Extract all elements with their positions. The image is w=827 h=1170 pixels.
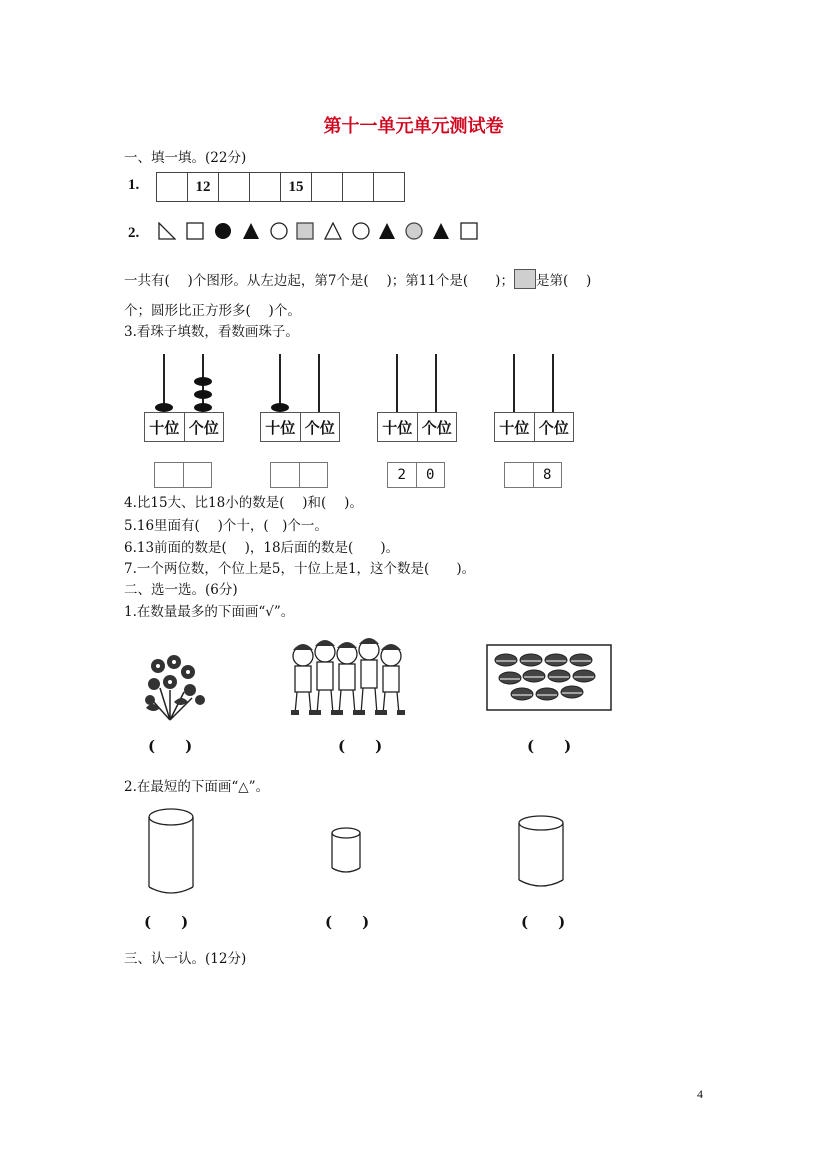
abacus [144,354,224,474]
filled-circle-icon [214,222,232,240]
q1-number-row [156,172,405,202]
short-cylinder-icon [329,826,363,876]
filled-triangle-icon [432,222,450,240]
q4-text: 4.比15大、比18小的数是( )和( )。 [124,495,363,511]
medium-cylinder-icon [516,814,566,890]
children-illustration [285,636,415,718]
answer-ones: 0 [426,467,435,483]
q2-number: 2. [128,225,140,241]
tall-wide-cylinder-icon [146,807,196,897]
filled-triangle-icon [242,222,260,240]
tens-rod [396,354,398,412]
place-value-label [494,412,574,442]
q1-cell[interactable] [343,173,374,201]
page-number: 4 [697,1087,703,1101]
ones-label: 个位 [304,418,335,437]
tens-label: 十位 [145,413,185,441]
abacus [260,354,340,474]
q2-text-b: 是第( ) [535,273,592,289]
q1-cell: 12 [188,173,219,201]
flowers-illustration [140,650,212,722]
section-1-heading: 一、填一填。(22分) [124,150,247,166]
q7-text: 7.一个两位数，个位上是5，十位上是1，这个数是( )。 [124,561,476,577]
q1-cell: 15 [281,173,312,201]
empty-square-icon [186,222,204,240]
answer-paren[interactable]: ( ) [527,737,572,755]
right-triangle-icon [158,222,176,240]
empty-triangle-icon [324,222,342,240]
q2-text-a: 一共有( )个图形。从左边起，第7个是( )；第11个是( )； [124,273,514,289]
section-2-heading: 二、选一选。(6分) [124,582,238,598]
gray-square-icon [514,269,536,289]
answer-tens: 2 [388,463,417,487]
answer-tens[interactable] [271,463,300,487]
page-title: 第十一单元单元测试卷 [323,116,504,137]
q6-text: 6.13前面的数是( )，18后面的数是( )。 [124,540,400,556]
q1-cell[interactable] [250,173,281,201]
ones-label: 个位 [188,418,219,437]
gray-circle-icon [405,222,423,240]
answer-box[interactable] [270,462,328,488]
gray-square-icon [296,222,314,240]
empty-square-icon [460,222,478,240]
q5-text: 5.16里面有( )个十，( )个一。 [124,518,328,534]
filled-triangle-icon [378,222,396,240]
answer-box [504,462,562,488]
q1-cell[interactable] [312,173,343,201]
answer-paren[interactable]: ( ) [325,913,370,931]
ones-label: 个位 [538,418,569,437]
q1-number: 1. [128,177,140,193]
place-value-label [144,412,224,442]
q1-cell[interactable] [219,173,250,201]
bead [271,403,289,412]
q1-cell[interactable] [374,173,404,201]
answer-ones[interactable] [300,463,328,487]
answer-tens [505,463,534,487]
answer-ones[interactable] [184,463,212,487]
ones-rod [552,354,554,412]
ones-rod [318,354,320,412]
bead [194,377,212,386]
ones-label: 个位 [421,418,452,437]
answer-paren[interactable]: ( ) [144,913,189,931]
section-2-sub1: 1.在数量最多的下面画“√”。 [124,604,295,620]
abacus [377,354,457,483]
q3-text: 3.看珠子填数，看数画珠子。 [124,324,299,340]
q1-cell[interactable] [157,173,188,201]
place-value-label [260,412,340,442]
answer-box [387,462,445,488]
section-2-sub2: 2.在最短的下面画“△”。 [124,779,270,795]
answer-tens[interactable] [155,463,184,487]
bead [194,403,212,412]
bead [194,390,212,399]
answer-box[interactable] [154,462,212,488]
answer-ones: 8 [543,467,552,483]
abacus [494,354,574,483]
tens-label: 十位 [495,413,535,441]
hamburgers-illustration [486,644,612,711]
q2-question-line1 [124,269,591,289]
tens-label: 十位 [261,413,301,441]
q2-question-line2: 个；圆形比正方形多( )个。 [124,303,301,319]
empty-circle-icon [270,222,288,240]
answer-paren[interactable]: ( ) [338,737,383,755]
answer-paren[interactable]: ( ) [521,913,566,931]
section-3-heading: 三、认一认。(12分) [124,951,247,967]
empty-circle-icon [352,222,370,240]
answer-paren[interactable]: ( ) [148,737,193,755]
tens-rod [513,354,515,412]
ones-rod [435,354,437,412]
bead [155,403,173,412]
tens-label: 十位 [378,413,418,441]
place-value-label [377,412,457,442]
